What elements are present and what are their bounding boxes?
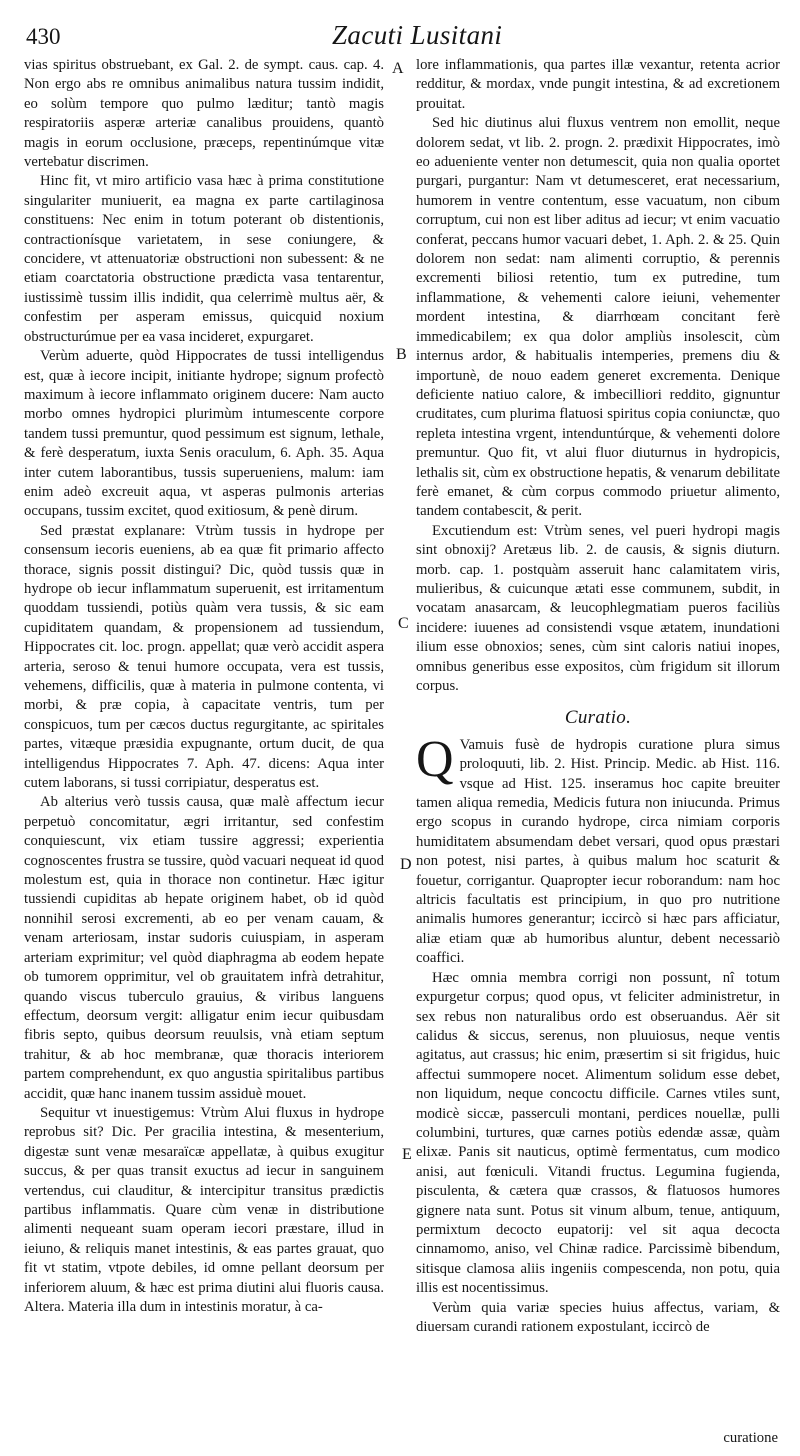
- right-paragraph: Hæc omnia membra corrigi non possunt, nî totum expurgetur corpus; quod opus, vt feliciter administretur, in sex rebus non naturalibus ordo est obseruandus. Aër sit calidus & siccus, serenus, non pluuiosus, neque ventis agitatus, aut crassus; hic enim, præsertim si sit frigidus, huic affectui summopere nocet. Alimentum solidum esse debet, non liquidum, neque concoctu difficile. Carnes vtiles sunt, modicè siccæ, passerculi montani, perdices nouellæ, pulli columbini, turtures, quæ carnes potiùs edendæ assæ, quàm elixæ. Panis sit nauticus, optimè fermentatus, cum modico anisi, aut fœniculi. Vitandi fructus. Legumina fugienda, pisculenta, & cætera quæ crassos, & flatuosos humores gignere nata sunt. Potus sit vinum album, tenue, antiquum, permixtum decocto eupatorij: vel sit aqua decocta cinnamomo, aniso, vel Chinæ radice. Parcissimè bibendum, sitisque clamosa aliis ingeniis compescenda, non potu, quia illis est nocentissimus.: [416, 969, 780, 1297]
- left-paragraph: Hinc fit, vt miro artificio vasa hæc à prima constitutione singulariter muniuerit, ea magna ex parte cartilaginosa constituens: Nec enim in totum poterant ob distentionis, contractionísque varietatem, in sese coniungere, & concidere, vt attenuatoriæ obstructioni non subessent: & ne etiam coarctatoria obstructione prædicta vasa tentarentur, iustissimè tussim illis indidit, qua celerrimè multus aër, & confestim per asperam emissus, quicquid noxium obstructurúmue per ea vasa incideret, expurgaret.: [24, 173, 384, 345]
- margin-letter-e: E: [402, 1146, 412, 1163]
- curatio-paragraph: [416, 730, 780, 969]
- margin-letter-c: C: [398, 615, 409, 632]
- curatio-text: Vamuis fusè de hydropis curatione plura simus proloquuti, lib. 2. Hist. Princip. Medic. ab Hist. 116. vsque ad Hist. 125. inseramus hoc capite breuiter tamen aliqua remedia, Medicis futura non iniucunda. Primus ergo scopus in curando hydrope, circa nimiam corporis humiditatem absumendam debet versari, quod opus præstari non potest, nisi partes, à quibus malum hoc scaturit & fouetur, corrigantur. Quapropter iecur roborandum: nam hoc altricis facultatis est principium, in quo pro nutritione animalis humores generantur; iccircò si hæc pars afficiatur, aliæ etiam quæ ab humoribus aluntur, debent necessariò coaffici.: [416, 736, 780, 967]
- running-title: Zacuti Lusitani: [332, 20, 503, 50]
- margin-letter-a: A: [392, 60, 404, 77]
- section-heading: Curatio.: [564, 707, 632, 729]
- page-number: 430: [26, 24, 61, 49]
- catchword: curatione: [723, 1430, 778, 1446]
- margin-letter-d: D: [400, 856, 412, 873]
- right-column: [416, 56, 780, 1337]
- right-paragraph: Excutiendum est: Vtrùm senes, vel pueri hydropi magis sint obnoxij? Aretæus lib. 2. de causis, & signis diuturn. morb. cap. 1. postquàm asseruit hanc calamitatem viris, mulieribus, & cuicunque ætati esse communem, subdit, in vocatam anasarcam, & leucophlegmatiam pueros faciliùs incidere: iuuenes ad consistendi vsque ætatem, inundationi ilium esse obnoxios; senes, cùm sint caloris natiui inopes, omnibus generibus esse expositos, cùm frigidum sit illorum corpus.: [416, 522, 780, 694]
- left-paragraph: Ab alterius verò tussis causa, quæ malè affectum iecur perpetuò concomitatur, ægri irritantur, sed confestim conquiescunt, vix etiam tussire aggressi; experientia cognoscentes frustra se tussire, quòd vacuari nequeat id quod molestum est, quia in thorace non continetur. Hæc igitur tussiendi cupiditas ab hepate originem habet, ob id quòd nonnihil serosi excrementi, ab eo per venam cauam, & venam arteriosam, instar sudoris cuiuspiam, in asperam arteriam exprimitur; vel quòd diaphragma ab eodem hepate ob tumorem opprimitur, vel ob grauitatem infrà detrahitur, quando viscus tuberculo grauius, & viribus languens effectum, deorsum vergit: alligatur enim iecur quibusdam fibris septo, quibus deorsum reuulsis, vnà etiam septum trahitur, & ab hoc membranæ, quæ thoracis interiorem partem comprehendunt, ex quo angustia spiritalibus partibus accidit, quæ hanc inanem tussim assiduè mouet.: [24, 794, 384, 1102]
- right-paragraph: Verùm quia variæ species huius affectus, variam, & diuersam curandi rationem expostulant, iccircò de: [416, 1299, 780, 1335]
- drop-cap: Q: [416, 730, 454, 788]
- right-paragraph: Sed hic diutinus alui fluxus ventrem non emollit, neque dolorem sedat, vt lib. 2. progn. 2. prædixit Hippocrates, imò eo adueniente venter non detumescit, quia non qualia oportet purgari, purgantur: Nam vt detumesceret, erat necessarium, humorem in ventre contentum, esse vacuatum, non cibum corruptum, cui non est liber aditus ad iecur; vt enim vacuatio conferat, peccans humor vacuari debet, 1. Aph. 2. & 25. Quin dolorem non sedat: nam alimenti corruptio, & perennis excrementi biliosi retentio, tum ex putredine, tum inflammatione, & vehementi calore ieiuni, vehementer mordent intestina, & diarrhœam concitant ferè immedicabilem; ex qua dolor ampliùs insolescit, cùm internus ardor, & habitualis intemperies, premens diu & importunè, de nouo eadem generet excrementa. Denique deficiente natiuo calore, & imbecilliori reddito, gignuntur cruditates, cum plurima flatuosi spiritus copia coniunctæ, quo repleta intestina vrgent, intenduntúrque, & vehementi dolore premuntur. Quo fit, vt alui fluor diuturnus in hydropicis, lethalis sit, cùm ex obstructione hepatis, & venarum debilitate ferè emanet, & cùm corpus commodo priuetur alimento, tandem contabescit, & perit.: [416, 115, 780, 520]
- left-paragraph: Verùm aduerte, quòd Hippocrates de tussi intelligendus est, quæ à iecore incipit, initiante hydrope; signum profectò maximum à iecore inflammato originem ducere: Nam aucto morbo omnes hydropici plurimùm intumescente corpore tandem tussi premuntur, quod pessimum est signum, lethale, & ferè desperatum, iuxta Senis oraculum, 6. Aph. 35. Aqua inter cutem laborantibus, tussis superueniens, malum: iam enim adeò excreuit aqua, vt asperas pulmonis arterias occupans, tussim excitet, quod exitiosum, & penè dirum.: [24, 348, 384, 520]
- left-column: [24, 56, 384, 1317]
- left-paragraph: Sequitur vt inuestigemus: Vtrùm Alui fluxus in hydrope reprobus sit? Dic. Per gracilia intestina, & mesenterium, digestæ sunt venæ mesaraïcæ appellatæ, à quibus exugitur succus, & per quas transit exuctus ad iecur in sanguinem vertendus, cui clauditur, & intercipitur transitus prædictis partibus inflammatis. Quare cùm venæ in distributione alimenti nequeant suam operam iecori præstare, illud in ieiuno, & reliquis manet intestinis, & eas partes grauat, quo fit vt statim, vtpote debiles, id omne pellant deorsum per inferiorem aluum, & hæc est prima diutini alui fluoris causa. Altera. Materia illa dum in intestinis moratur, à ca-: [24, 1104, 384, 1315]
- left-paragraph: Sed præstat explanare: Vtrùm tussis in hydrope per consensum iecoris eueniens, ab ea quæ fit primario affecto thorace, signis possit distingui? Dic, quòd tussis quæ in hydrope ob iecur inflammatum superuenit, est irritamentum quoddam tussiendi, potiùs quàm vera tussis, & sic eam cupiditatem quandam, & propensionem ad tussiendum, Hippocrates cit. loc. progn. appellat; quæ verò accidit aspera arteria, seroso & tenui humore occupata, vera est tussis, vehemens, difficilis, quæ à materia in pulmone contenta, vi morbi, & præ copia, à capacitate ventris, tum per conspicuos, tum per cæcos ductus regurgitante, ac spiritales partes, vitæque præsidia expugnante, ortum ducit, de qua intelligendus Hippocrates 7. Aph. 47. dicens: Aqua inter cutem laborans, si tussi corripiatur, desperatus est.: [24, 522, 384, 792]
- left-paragraph: vias spiritus obstruebant, ex Gal. 2. de sympt. caus. cap. 4. Non ergo abs re omnibus animalibus natura tussim indidit, eo solùm tempore quo pulmo læditur; tantò magis respiratoriis asperæ arteriæ canalibus prouidens, quantò magis in eorum occlusione, præceps, repentinúmque vitæ vertebatur discrimen.: [24, 57, 384, 171]
- right-paragraph: lore inflammationis, qua partes illæ vexantur, retenta acrior redditur, & mordax, vnde pungit intestina, & ad excretionem prouitat.: [416, 57, 780, 112]
- margin-letter-b: B: [396, 346, 407, 363]
